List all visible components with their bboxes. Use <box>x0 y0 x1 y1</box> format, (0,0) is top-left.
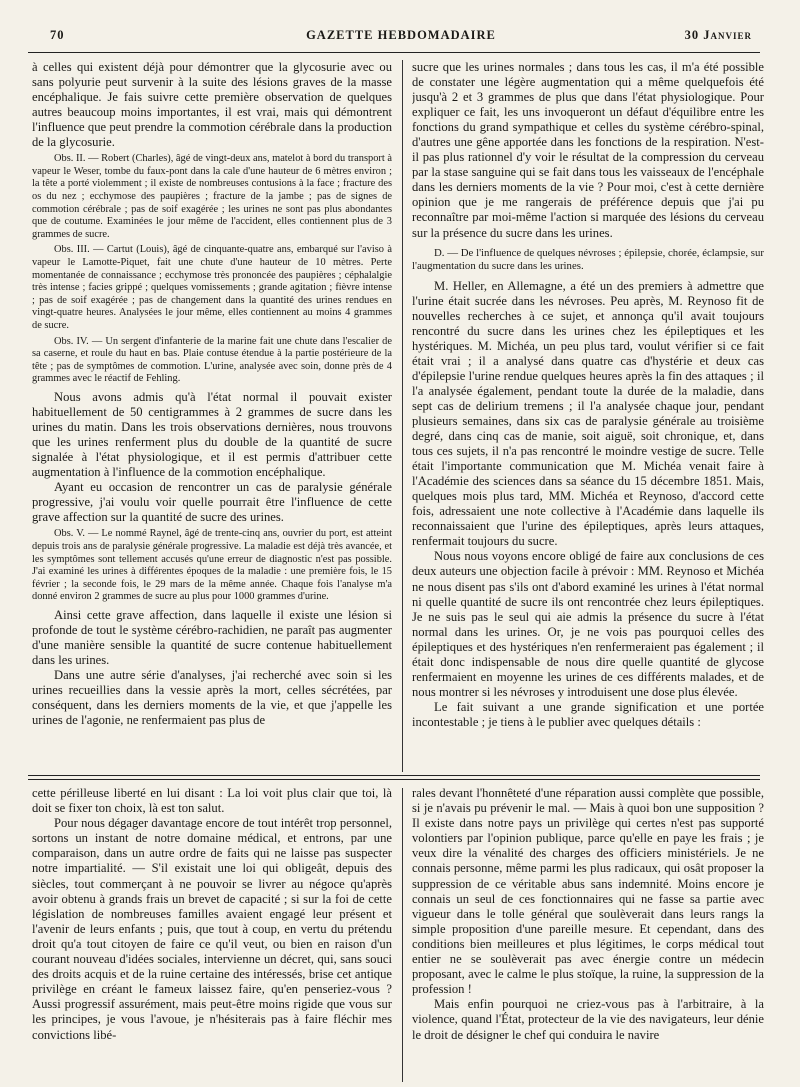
paragraph: Nous nous voyons encore obligé de faire aux conclusions de ces deux auteurs une objection facile à prévoir : MM. Reynoso et Michéa ne nous disent pas s'ils ont d'abord examiné les urines à l'état normal ni quelle quantité de sucre ils ont rencontrée chez leurs épileptiques. Je ne suis pas le seul qui aie admis la présence du sucre à l'état normal dans les urines. Or, je ne vois pas pourquoi celles des épileptiques et des hystériques n'en renfermeraient pas également ; il était donc indispensable de nous dire quelle quantité de glycose renfermaient en moyenne les urines de ces différents malades, et de nous montrer si les névroses y introduisent une dose plus élevée. <box>412 549 764 699</box>
lower-right-column <box>412 786 764 1082</box>
lower-left-column <box>32 786 392 1082</box>
paragraph: Le fait suivant a une grande signification et une portée incontestable ; je tiens à le publier avec quelques détails : <box>412 699 764 729</box>
paragraph: Nous avons admis qu'à l'état normal il pouvait exister habituellement de 50 centigrammes à 2 grammes de sucre dans les urines du matin. Dans les trois observations dernières, nous trouvons que les urines renferment plus du double de la quantité de sucre signalée à l'état physiologique, et il est permis d'attribuer cette augmentation à l'influence de la commotion encéphalique. <box>32 389 392 480</box>
paragraph: Dans une autre série d'analyses, j'ai recherché avec soin si les urines recueillies dans la vessie après la mort, celles sécrétées, par conséquent, dans les derniers moments de la vie, et que j'appelle les urines de l'agonie, ne renfermaient pas plus de <box>32 668 392 728</box>
paragraph: sucre que les urines normales ; dans tous les cas, il m'a été possible de constater une légère augmentation qui a même quelquefois été jusqu'à 2 et 3 grammes de plus que dans l'état physiologique. Pour expliquer ce fait, les uns invoqueront un défaut d'équilibre entre les fonctions du grand sympathique et celles du système cérébro-spinal, d'autres une gêne apportée dans les fonctions de la respiration. N'est-il pas plus rationnel d'y voir le résultat de la compression du cerveau par la stase sanguine qui se fait dans tous les vaisseaux de l'encéphale dans les derniers moments de la vie ? Pour moi, c'est à cette dernière opinion que je me rangerais de préférence depuis que j'ai pu reconnaître par moi-même l'action si marquée des lésions du cerveau sur la présence du sucre dans les urines. <box>412 60 764 240</box>
column-divider <box>402 60 403 772</box>
observation-4: Obs. IV. — Un sergent d'infanterie de la marine fait une chute dans l'escalier de sa caserne, et roule du haut en bas. Plaie contuse étendue à la partie postérieure de la tête ; pas de symptômes de commotion. L'urine, analysée avec soin, donne près de 4 grammes avec le réactif de Fehling. <box>32 335 392 385</box>
paragraph: Pour nous dégager davantage encore de tout intérêt trop personnel, sortons un instant de notre domaine médical, et entrons, par une comparaison, dans un autre ordre de faits qui ne laisse pas suspecter notre impartialité. — S'il existait une loi qui obligeât, depuis des siècles, tout commerçant à ne pouvoir se livrer au négoce qu'après avoir obtenu à grands frais un brevet de capacité ; si sur la foi de cette législation de nombreuses familles avaient engagé leur présent et l'avenir de leurs enfants ; puis, que tout à coup, en vertu du prétendu droit qu'a tout citoyen de faire ce qu'il veut, ou bien en raison d'un courant nouveau d'idées sociales, intervienne un décret, qui, sans souci des droits acquis et de la ruine certaine des intéressés, brise cet antique privilège en créant le fameux laissez faire, qu'en penseriez-vous ? Aussi progressif assurément, mais peut-être moins rigide que vous sur les principes, je vous l'avoue, je n'hésiterais pas à faire fléchir mes convictions libé- <box>32 816 392 1042</box>
issue-date: 30 Janvier <box>684 28 752 42</box>
paragraph: Mais enfin pourquoi ne criez-vous pas à l'arbitraire, à la violence, quand l'État, protecteur de la vie des navigateurs, leur dénie le droit de désigner le chef qui conduira le navire <box>412 997 764 1042</box>
paragraph: Ainsi cette grave affection, dans laquelle il existe une lésion si profonde de tout le système cérébro-rachidien, ne paraît pas augmenter d'une manière sensible la quantité de sucre contenue habituellement dans les urines. <box>32 607 392 668</box>
observation-5: Obs. V. — Le nommé Raynel, âgé de trente-cinq ans, ouvrier du port, est atteint depuis trois ans de paralysie générale progressive. La maladie est déjà très avancée, et les symptômes sont tellement accusés qu'une erreur de diagnostic n'est pas possible. J'ai examiné les urines à différentes époques de la maladie : une première fois, le 15 février ; la seconde fois, le 29 mars de la même année. Chaque fois l'analyse m'a donné environ 2 grammes de sucre au plus pour 1000 grammes d'urine. <box>32 528 392 603</box>
paragraph: cette périlleuse liberté en lui disant : La loi voit plus clair que toi, là doit se fixer ton choix, là est ton salut. <box>32 786 392 816</box>
header-rule <box>28 52 760 53</box>
page-header <box>50 28 752 48</box>
paragraph: rales devant l'honnêteté d'une réparation aussi complète que possible, si je n'avais pu prévenir le mal. — Mais à quoi bon une supposition ? Il existe dans notre pays un privilège qui certes n'est pas supporté volontiers par l'opinion publique, parce qu'elle en paye les frais ; je veux dire la vénalité des charges des officiers ministériels. Je ne connais personne, même parmi les plus radicaux, qui osât proposer la suppression de ce véritable abus sans indemnité. Moins encore je connais un seul de ces fonctionnaires qui ne fasse sa partie avec vigueur dans le tolle général que soulèverait dans leurs rangs la simple proposition d'une pareille mesure. Et cependant, dans des conditions bien meilleures et plus légitimes, le corps médical tout entier ne se soulèverait pas avec énergie contre un médecin proposant, avec le calme le plus stoïque, la ruine, la suppression de la profession ! <box>412 786 764 997</box>
journal-title: GAZETTE HEBDOMADAIRE <box>306 28 496 42</box>
section-rule <box>28 775 760 776</box>
upper-left-column <box>32 60 392 771</box>
paragraph: à celles qui existent déjà pour démontrer que la glycosurie avec ou sans polyurie peut survenir à la suite des lésions graves de la masse encéphalique. Je fais suivre cette première observation de quelques autres beaucoup moins importantes, il est vrai, mais qui démontrent l'influence que peut prendre la commotion cérébrale dans la production de la glycosurie. <box>32 60 392 150</box>
observation-3: Obs. III. — Cartut (Louis), âgé de cinquante-quatre ans, embarqué sur l'aviso à vapeur le Lamotte-Piquet, fait une chute d'une hauteur de 10 mètres. Perte momentanée de connaissance ; ecchymose très prononcée des paupières ; céphalalgie très intense ; facies grippé ; quelques vomissements ; grande agitation ; fièvre intense ; pas de soif exagérée ; pas de changement dans la quantité des urines rendues en vingt-quatre heures. Analysées le jour même, elles contiennent au moins 4 grammes de sucre. <box>32 244 392 331</box>
paragraph: M. Heller, en Allemagne, a été un des premiers à admettre que l'urine était sucrée dans les névroses. Peu après, M. Reynoso fit de nouvelles recherches à ce sujet, et annonça qu'il avait toujours rencontré du sucre dans les urines chez les épileptiques et les hystériques. M. Michéa, un peu plus tard, voulut vérifier si ce fait était vrai ; il a analysé dans quatre cas d'hystérie et deux cas d'épilepsie l'urine rendue quelques heures après la fin des attaques ; il l'a analysée également, pendant toute la durée de la maladie, dans sept cas de delirium tremens ; il l'a analysée chaque jour, pendant plusieurs semaines, dans six cas de paralysie générale au troisième degré, dans cinq cas de manie, soit aiguë, soit chronique, et, dans tous ces sujets, il n'a pas rencontré le moindre vestige de sucre. Telle était l'importante communication que M. Michéa venait faire à l'Académie des sciences dans sa séance du 15 décembre 1851. Mais, quelques mois plus tard, MM. Michéa et Reynoso, d'accord cette fois, adressaient une note collective à l'Académie dans laquelle ils reconnaissaient que l'urine des épileptiques, après leurs attaques, renfermait toujours du sucre. <box>412 278 764 549</box>
observation-2: Obs. II. — Robert (Charles), âgé de vingt-deux ans, matelot à bord du transport à vapeur le Weser, tombe du faux-pont dans la cale d'une hauteur de 6 mètres environ ; la tête a porté violemment ; il existe de nombreuses contusions à la face ; fracture des os du nez ; ecchymose des paupières ; fracture de la jambe ; pas de signes de commotion cérébrale ; pas de soif exagérée ; les urines ne sont pas plus abondantes que de coutume. Examinées le jour même de l'accident, elles contiennent plus de 3 grammes de sucre. <box>32 153 392 240</box>
paragraph: Ayant eu occasion de rencontrer un cas de paralysie générale progressive, j'ai voulu voir quelle pourrait être l'influence de cette grave affection sur la quantité de sucre des urines. <box>32 480 392 525</box>
section-heading: D. — De l'influence de quelques névroses ; épilepsie, chorée, éclampsie, sur l'augmentation du sucre dans les urines. <box>412 246 764 272</box>
upper-right-column <box>412 60 764 771</box>
page-number: 70 <box>50 28 65 42</box>
column-divider <box>402 788 403 1082</box>
section-rule <box>28 779 760 780</box>
